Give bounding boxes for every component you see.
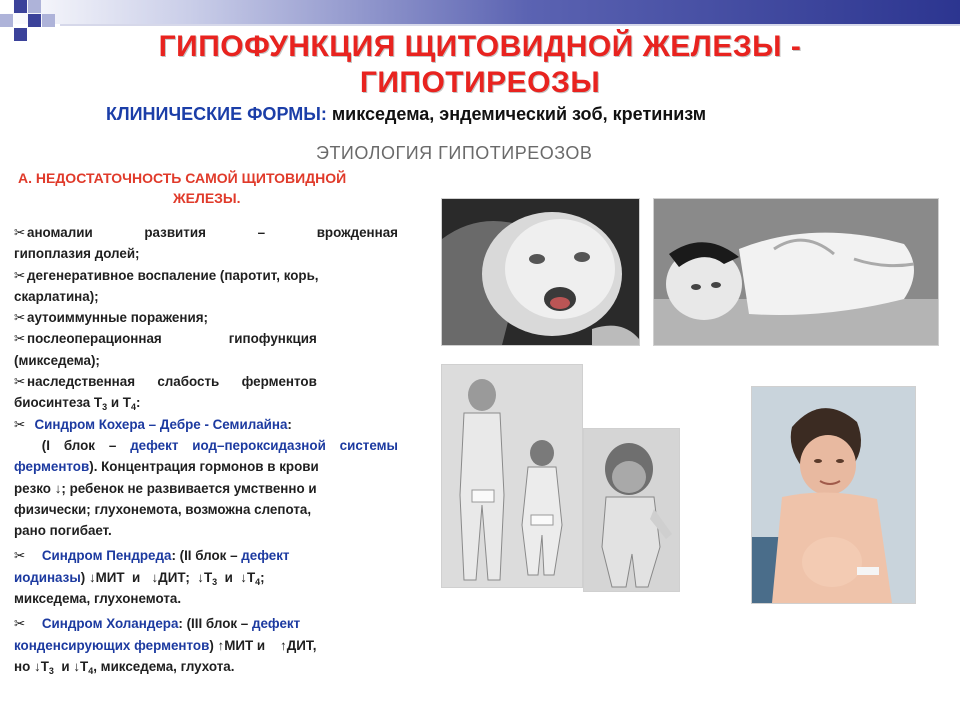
- arrow-down-icon: ↓: [88, 569, 96, 585]
- scissors-icon: ✂: [14, 310, 26, 326]
- pendred-syndrome-line2: иодиназы) ↓МИТ и ↓ДИТ; $↓Т_3$ и $↓Т_4$;: [14, 569, 265, 587]
- arrow-down-icon: ↓: [54, 480, 62, 496]
- clinical-forms-text: микседема, эндемический зоб, кретинизм: [326, 104, 707, 124]
- clinical-forms-label: КЛИНИЧЕСКИЕ ФОРМЫ:: [106, 104, 327, 124]
- scissors-icon: ✂: [14, 331, 26, 347]
- header-divider: [60, 24, 960, 26]
- arrow-down-icon: ↓: [240, 569, 247, 585]
- hollander-syndrome-line2: конденсирующих ферментов) ↑МИТ и ↑ДИТ,: [14, 637, 317, 653]
- arrow-up-icon: ↑: [280, 637, 287, 653]
- section-a-line2: ЖЕЛЕЗЫ.: [173, 190, 241, 206]
- cause-2-line1: ✂ дегенеративное воспаление (паротит, корь,: [14, 265, 398, 286]
- arrow-down-icon: ↓: [73, 658, 81, 674]
- photo-adult-and-child: [441, 364, 583, 588]
- causes-list: [14, 222, 398, 677]
- cause-1-line2: гипоплазия долей;: [14, 246, 140, 262]
- cause-5-line2: биосинтеза $Т_3$ и $Т_4$:: [14, 395, 141, 413]
- kocher-syndrome-line2: (I блок – дефект иод–пероксидазной системы ферментов). Концентрация гормонов в крови: [14, 437, 398, 475]
- scissors-icon: ✂: [14, 416, 26, 432]
- arrow-down-icon: ↓: [151, 569, 159, 585]
- scissors-icon: ✂: [14, 267, 26, 283]
- photo-cretin-child: [583, 428, 680, 592]
- hollander-syndrome-line3: но $↓Т_3$ и $↓Т_4$, микседема, глухота.: [14, 658, 235, 676]
- pendred-syndrome-line3: микседема, глухонемота.: [14, 591, 182, 607]
- arrow-down-icon: ↓: [197, 569, 204, 585]
- arrow-up-icon: ↑: [217, 637, 225, 653]
- kocher-syndrome-line4: физически; глухонемота, возможна слепота,: [14, 501, 312, 517]
- arrow-down-icon: ↓: [34, 658, 41, 674]
- kocher-syndrome-line1: ✂ Синдром Кохера – Дебре - Семилайна:: [14, 414, 398, 435]
- cause-5-line1: ✂ наследственная слабость ферментов: [14, 371, 398, 392]
- scissors-icon: ✂: [14, 374, 26, 390]
- etiology-title: ЭТИОЛОГИЯ ГИПОТИРЕОЗОВ: [316, 143, 593, 163]
- slide-title-line2: ГИПОТИРЕОЗЫ: [359, 66, 601, 99]
- kocher-syndrome-name: Синдром Кохера – Дебре - Семилайна: [34, 416, 288, 432]
- photo-child-color: [751, 386, 916, 604]
- hollander-syndrome-line1: ✂ Синдром Холандера: (III блок – дефект: [14, 613, 398, 634]
- hollander-syndrome-name: Синдром Холандера: [41, 616, 179, 632]
- clinical-forms: [106, 104, 706, 125]
- pendred-syndrome-name: Синдром Пендреда: [41, 548, 172, 564]
- photo-infant-face: [441, 198, 640, 346]
- cause-1-line1: ✂ аномалии развития – врожденная: [14, 222, 398, 243]
- kocher-syndrome-line5: рано погибает.: [14, 523, 112, 539]
- kocher-syndrome-line3: резко ↓; ребенок не развивается умственно и: [14, 480, 317, 496]
- photo-infant-lying: [653, 198, 939, 346]
- scissors-icon: ✂: [14, 548, 26, 564]
- cause-2-line2: скарлатина);: [14, 288, 99, 304]
- scissors-icon: ✂: [14, 225, 26, 240]
- header-band: [0, 0, 960, 24]
- scissors-icon: ✂: [14, 616, 26, 632]
- pendred-syndrome-line1: ✂ Синдром Пендреда: (II блок – дефект: [14, 545, 398, 566]
- section-a-heading: [18, 168, 398, 208]
- cause-4-line2: (микседема);: [14, 352, 100, 368]
- slide-title-line1: ГИПОФУНКЦИЯ ЩИТОВИДНОЙ ЖЕЛЕЗЫ -: [158, 30, 802, 63]
- cause-3: ✂ аутоиммунные поражения;: [14, 307, 398, 328]
- section-a-line1: А. НЕДОСТАТОЧНОСТЬ САМОЙ ЩИТОВИДНОЙ: [18, 170, 347, 186]
- cause-4-line1: ✂ послеоперационная гипофункция: [14, 328, 398, 349]
